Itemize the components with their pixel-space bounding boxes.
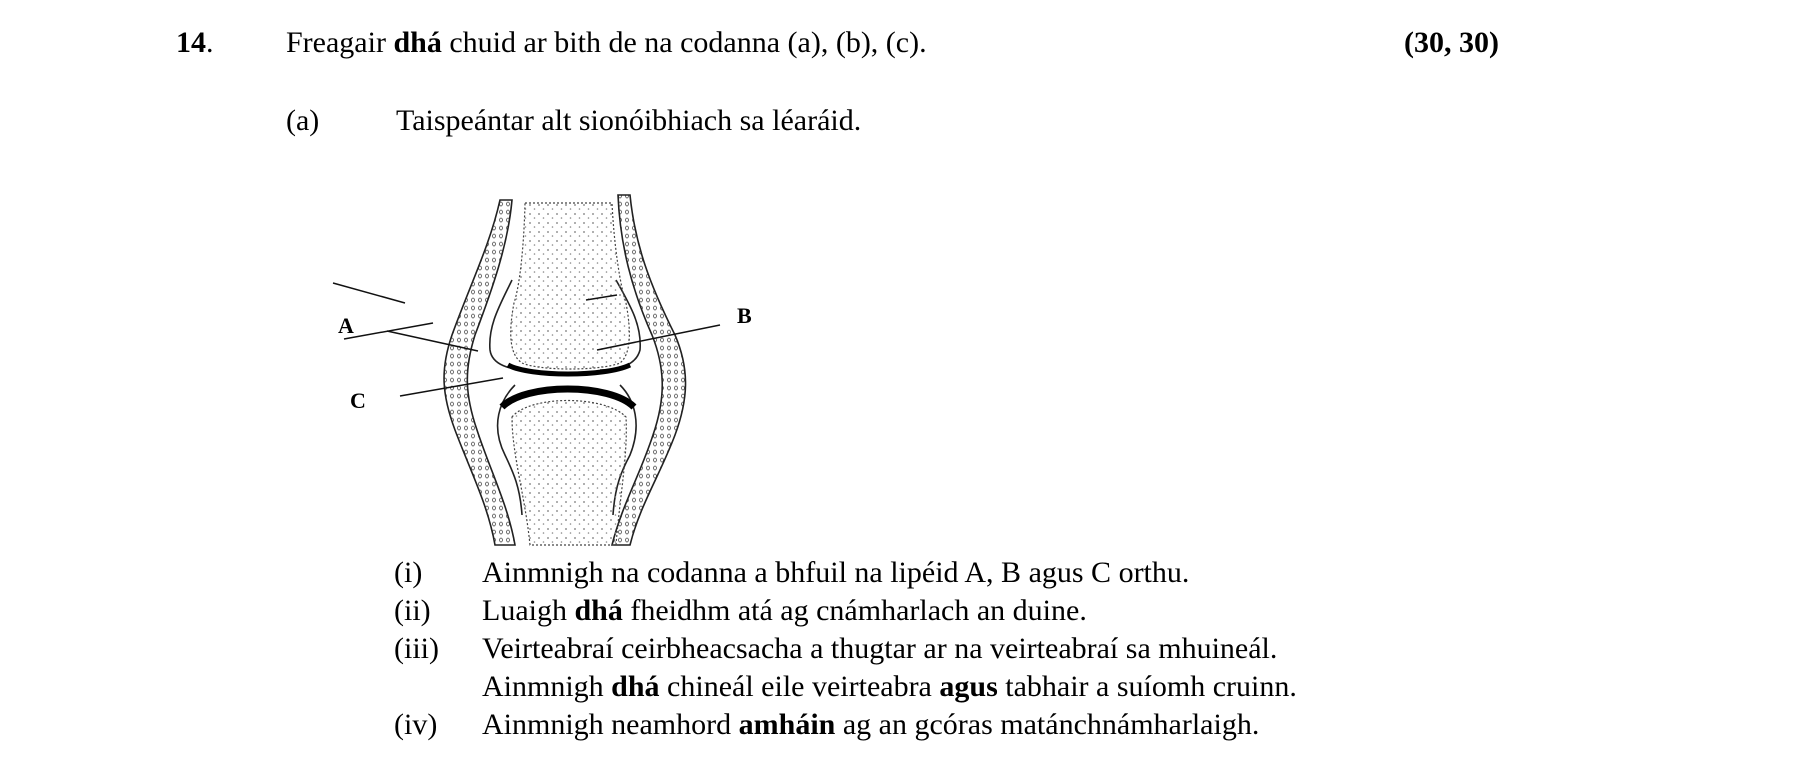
subquestion-i-label: (i): [394, 556, 423, 589]
subquestion-i-text: Ainmnigh na codanna a bhfuil na lipéid A, B agus C orthu.: [482, 556, 1190, 589]
part-a-label: (a): [286, 104, 320, 137]
diagram-label-a: A: [338, 313, 354, 338]
subquestion-iv-label: (iv): [394, 708, 438, 741]
subquestion-ii-text: Luaigh dhá fheidhm atá ag cnámharlach an duine.: [482, 594, 1087, 627]
subquestion-iii-text-line2: Ainmnigh dhá chineál eile veirteabra agus tabhair a suíomh cruinn.: [482, 670, 1297, 703]
subquestion-iv-text: Ainmnigh neamhord amháin ag an gcóras matánchnámharlaigh.: [482, 708, 1260, 741]
marks-allocation: (30, 30): [1404, 26, 1499, 59]
label-leader-lines: [385, 323, 755, 403]
diagram-label-b: B: [737, 303, 752, 328]
subquestion-ii-label: (ii): [394, 594, 431, 627]
diagram-label-c: C: [350, 388, 366, 413]
question-number: 14.: [176, 26, 214, 59]
part-a-text: Taispeántar alt sionóibhiach sa léaráid.: [396, 104, 862, 137]
question-instruction: Freagair dhá chuid ar bith de na codanna (a), (b), (c).: [286, 26, 927, 59]
subquestion-iii-text: Veirteabraí ceirbheacsacha a thugtar ar na veirteabraí sa mhuineál.: [482, 632, 1278, 665]
subquestion-iii-label: (iii): [394, 632, 439, 665]
